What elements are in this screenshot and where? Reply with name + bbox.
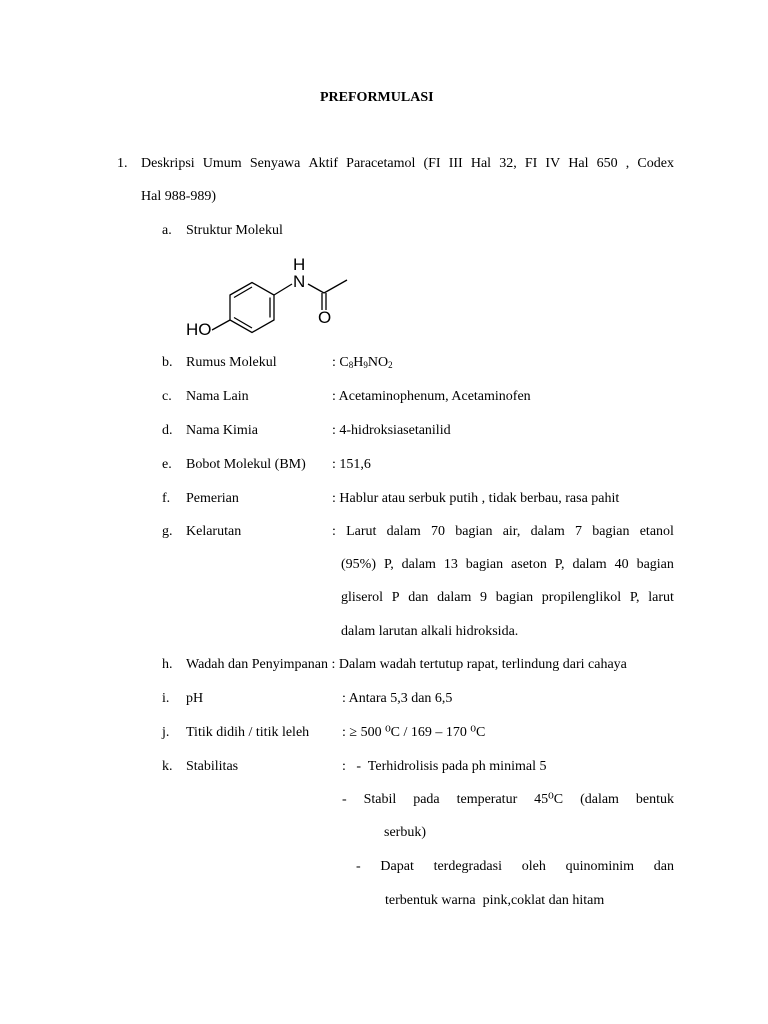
item-letter: g. <box>162 524 173 539</box>
ho-bond <box>212 320 230 330</box>
section-number: 1. <box>117 156 128 171</box>
pemerian-value: : Hablur atau serbuk putih , tidak berbau, rasa pahit <box>332 491 620 506</box>
nama-kimia-label: Nama Kimia <box>186 423 258 438</box>
word: (FI <box>423 156 441 171</box>
titik-value: : ≥ 500 ⁰C / 169 – 170 ⁰C <box>342 725 486 740</box>
word: Deskripsi <box>141 156 195 171</box>
stabilitas-item-continuation: serbuk) <box>384 825 426 840</box>
word: 40 <box>614 557 629 572</box>
word: propilenglikol <box>541 590 622 605</box>
word: P <box>391 590 400 605</box>
item-letter: c. <box>162 389 172 404</box>
kelarutan-line <box>332 525 674 539</box>
kelarutan-label: Kelarutan <box>186 524 242 539</box>
word: 9 <box>480 590 488 605</box>
word: FI <box>524 156 538 171</box>
section-heading-continuation: Hal 988-989) <box>141 189 217 204</box>
kelarutan-line <box>341 591 674 605</box>
item-letter: k. <box>162 759 173 774</box>
n-bond <box>274 284 292 295</box>
double-bond <box>234 318 252 329</box>
word: pada <box>413 792 440 807</box>
word: : <box>332 524 336 539</box>
word: - <box>356 859 361 874</box>
page-title: PREFORMULASI <box>320 90 434 105</box>
word: bagian <box>465 557 504 572</box>
word: Larut <box>346 524 377 539</box>
item-letter: h. <box>162 657 173 672</box>
atom-o: O <box>318 308 332 327</box>
stabilitas-item-continuation: terbentuk warna pink,coklat dan hitam <box>385 893 605 908</box>
word: 13 <box>443 557 458 572</box>
word: P, <box>383 557 394 572</box>
word: Hal <box>568 156 589 171</box>
rumus-value: : $C_8H_9NO_2$ <box>332 355 393 370</box>
titik-label: Titik didih / titik leleh <box>186 725 310 740</box>
stabilitas-item <box>342 793 674 807</box>
stabilitas-item <box>356 860 674 874</box>
word: Aktif <box>308 156 339 171</box>
item-letter: b. <box>162 355 173 370</box>
word: 7 <box>575 524 583 539</box>
item-letter: i. <box>162 691 170 706</box>
methyl-bond <box>324 280 347 293</box>
word: IV <box>545 156 561 171</box>
stabilitas-label: Stabilitas <box>186 759 239 774</box>
benzene-ring <box>230 283 274 333</box>
word: , <box>625 156 630 171</box>
item-letter: d. <box>162 423 173 438</box>
word: Hal <box>470 156 492 171</box>
word: P, <box>554 557 565 572</box>
word: etanol <box>639 524 674 539</box>
item-letter: j. <box>162 725 170 740</box>
nama-kimia-value: : 4-hidroksiasetanilid <box>332 423 451 438</box>
double-bond <box>234 287 252 298</box>
word: dalam <box>530 524 565 539</box>
struktur-label: Struktur Molekul <box>186 223 283 238</box>
nama-lain-value: : Acetaminophenum, Acetaminofen <box>332 389 531 404</box>
word: P, <box>629 590 640 605</box>
word: dalam <box>437 590 472 605</box>
word: dalam <box>572 557 607 572</box>
word: oleh <box>521 859 546 874</box>
word: air, <box>502 524 521 539</box>
pemerian-label: Pemerian <box>186 491 239 506</box>
word: dalam <box>386 524 421 539</box>
word: Paracetamol <box>346 156 416 171</box>
word: dalam <box>401 557 436 572</box>
nama-lain-label: Nama Lain <box>186 389 249 404</box>
ph-value: : Antara 5,3 dan 6,5 <box>342 691 453 706</box>
word: bentuk <box>635 792 674 807</box>
word: larut <box>648 590 674 605</box>
item-letter: a. <box>162 223 172 238</box>
word: bagian <box>636 557 674 572</box>
word: quinominim <box>565 859 635 874</box>
word: terdegradasi <box>433 859 502 874</box>
word: temperatur <box>456 792 518 807</box>
word: Senyawa <box>249 156 301 171</box>
paracetamol-structure <box>182 252 367 342</box>
kelarutan-line <box>341 558 674 572</box>
wadah-text: Wadah dan Penyimpanan : Dalam wadah tertutup rapat, terlindung dari cahaya <box>186 657 627 672</box>
ph-label: pH <box>186 691 204 706</box>
word: dan <box>653 859 674 874</box>
word: gliserol <box>341 590 383 605</box>
word: aseton <box>511 557 547 572</box>
word: 650 <box>596 156 618 171</box>
stabilitas-item: : - Terhidrolisis pada ph minimal 5 <box>342 759 547 774</box>
word: Umum <box>202 156 242 171</box>
amide-bond <box>308 284 324 293</box>
word: Codex <box>637 156 674 171</box>
word: (95%) <box>341 557 376 572</box>
word: Stabil <box>363 792 397 807</box>
item-letter: e. <box>162 457 172 472</box>
word: 45⁰C <box>534 792 564 807</box>
word: (dalam <box>580 792 619 807</box>
word: III <box>448 156 463 171</box>
bobot-label: Bobot Molekul (BM) <box>186 457 306 472</box>
word: bagian <box>455 524 493 539</box>
kelarutan-line: dalam larutan alkali hidroksida. <box>341 624 519 639</box>
item-letter: f. <box>162 491 171 506</box>
word: bagian <box>495 590 534 605</box>
word: 32, <box>499 156 517 171</box>
word: - <box>342 792 347 807</box>
word: dan <box>408 590 429 605</box>
word: bagian <box>592 524 630 539</box>
rumus-label: Rumus Molekul <box>186 355 277 370</box>
bobot-value: : 151,6 <box>332 457 371 472</box>
atom-ho: HO <box>186 320 212 339</box>
atom-h: H <box>293 255 306 274</box>
atom-n: N <box>293 272 306 291</box>
word: Dapat <box>380 859 414 874</box>
section-heading <box>141 157 674 171</box>
word: 70 <box>431 524 445 539</box>
